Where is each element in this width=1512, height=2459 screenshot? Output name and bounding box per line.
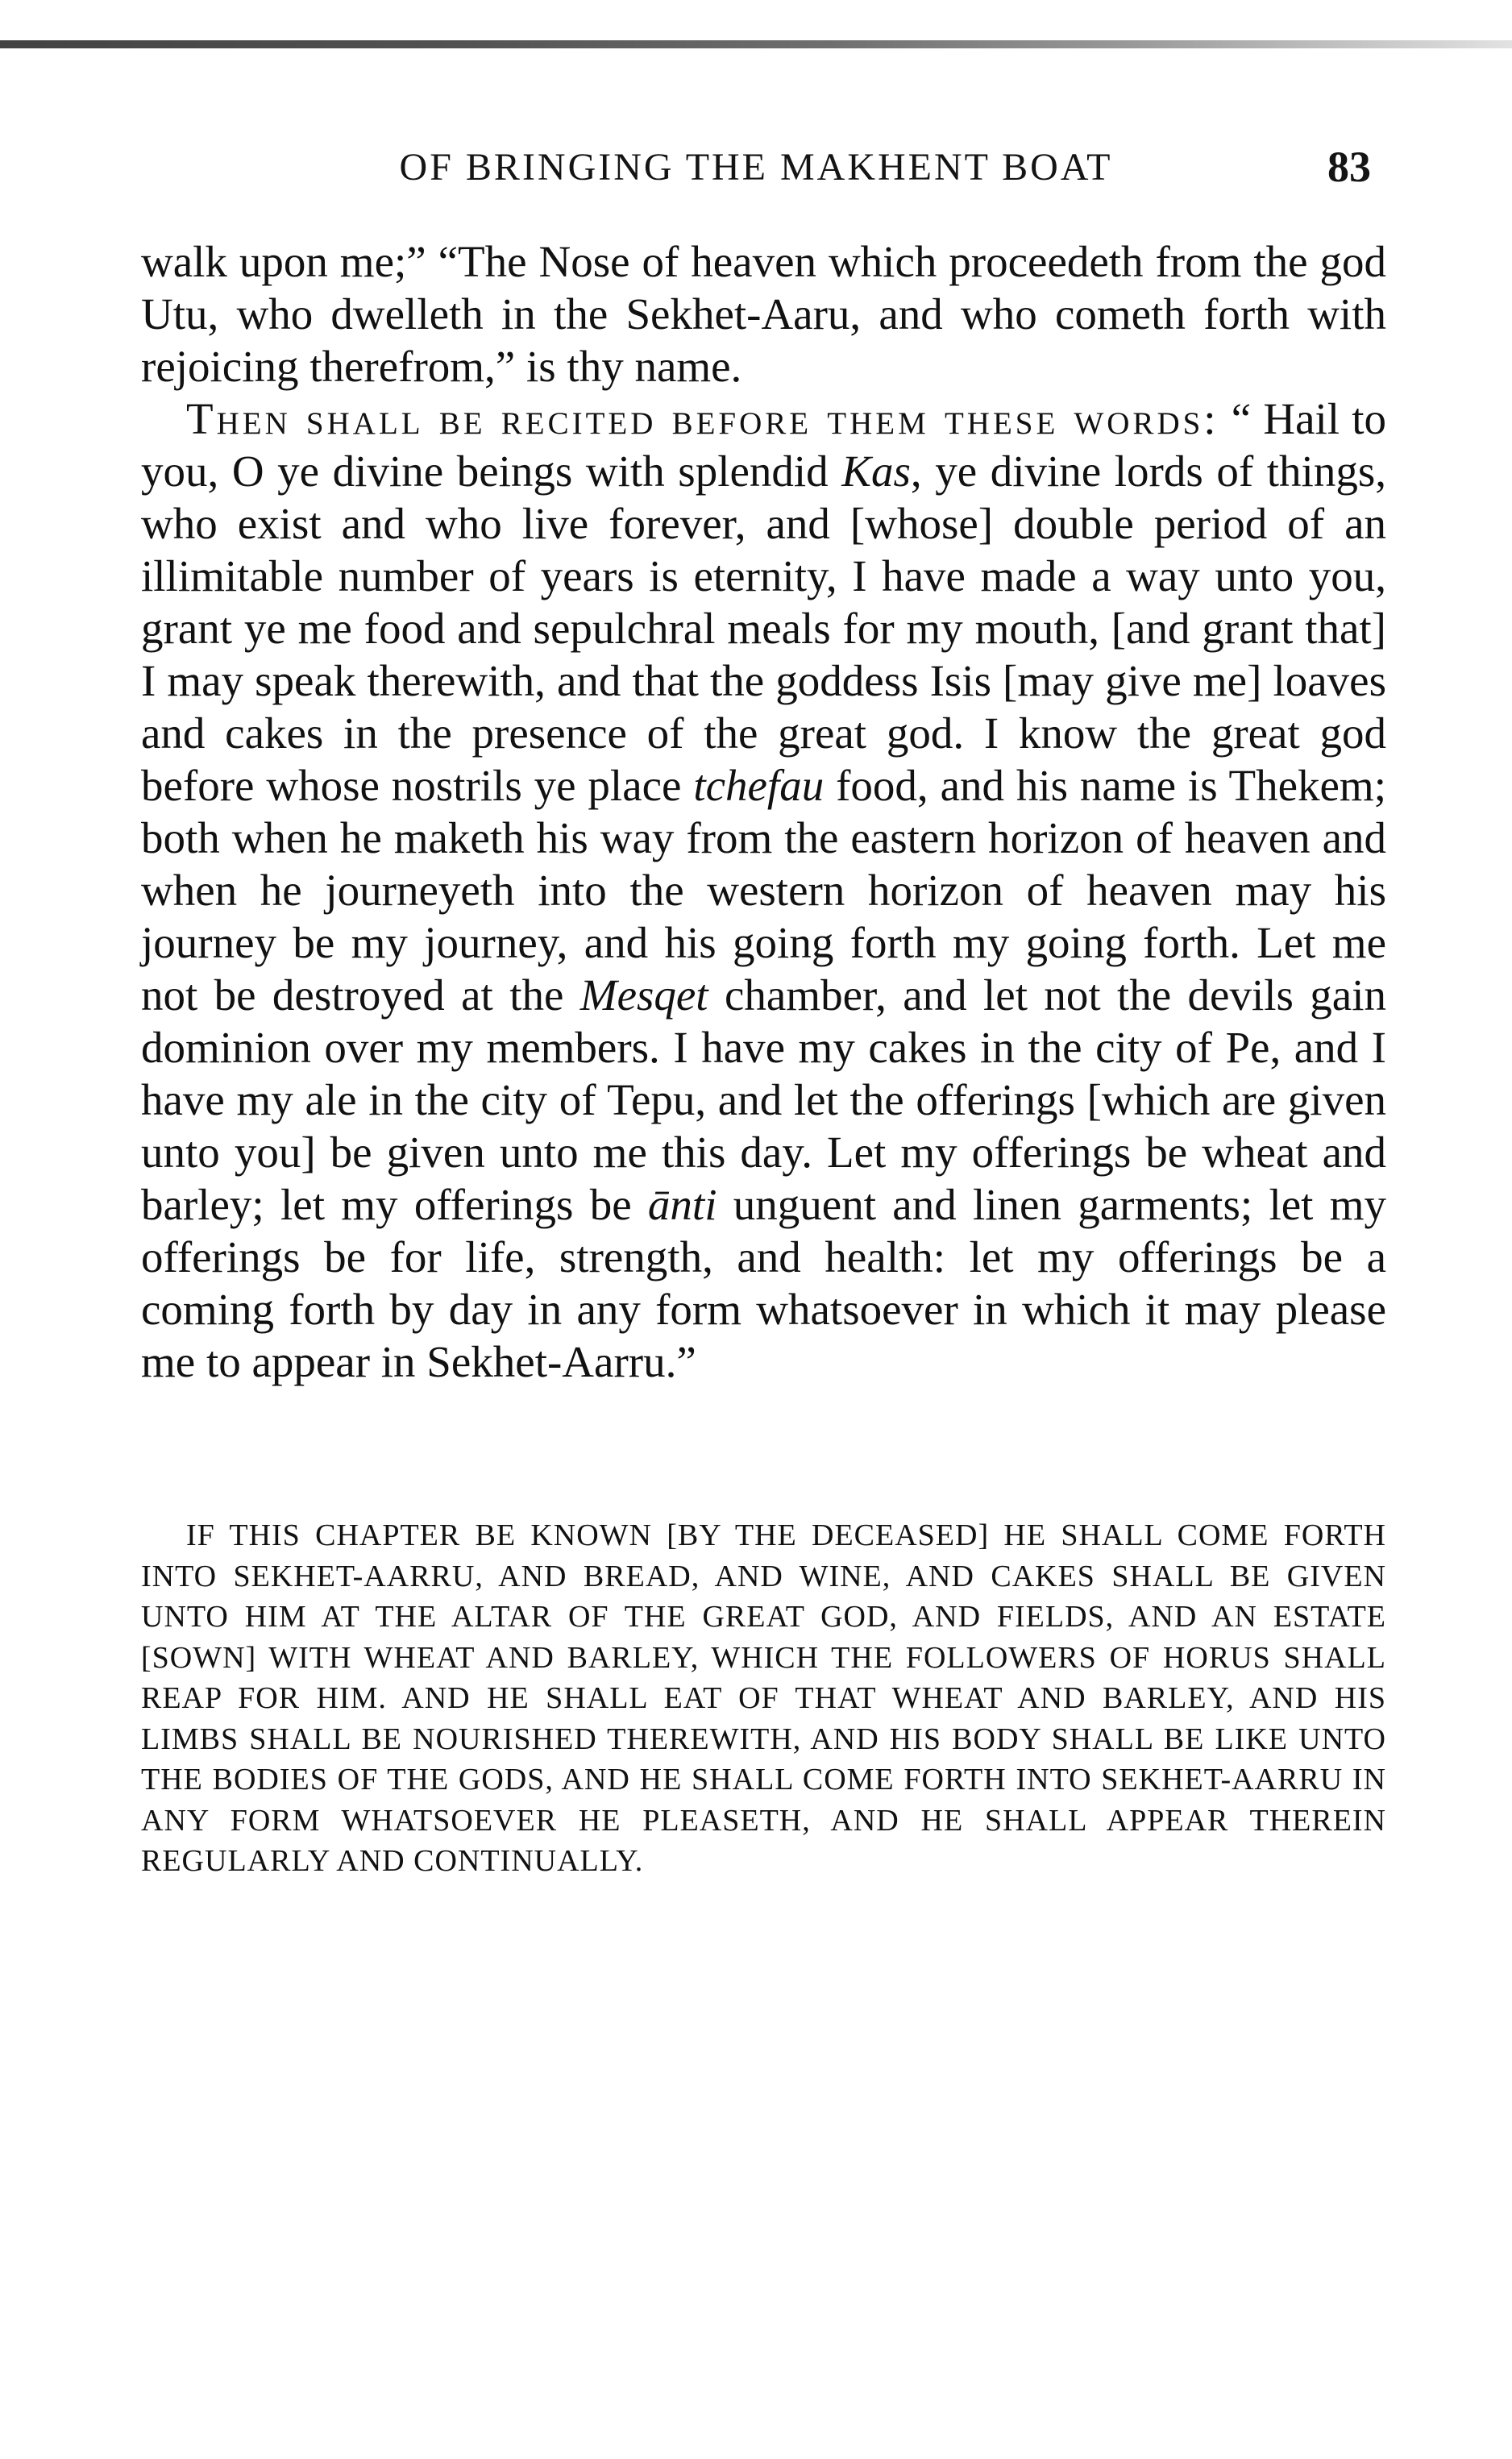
italic-term-anti: ānti bbox=[647, 1180, 717, 1229]
page-number: 83 bbox=[1327, 143, 1371, 191]
main-text bbox=[141, 235, 1386, 1388]
text-run: , ye divine lords of things, who exist and who live forever, and [whose] double period of an illimitable number of years is eternity, I have made a way unto you, grant ye me food and sepulchral meals for my mouth, [and grant that] I may speak therewith, and that the goddess Isis [may give me] loaves and cakes in the presence of the great god. I know the great god before whose nostrils ye place bbox=[141, 447, 1386, 810]
italic-term-kas: Kas bbox=[841, 447, 911, 496]
paragraph-1: walk upon me;” “The Nose of heaven which proceedeth from the god Utu, who dwelleth in the Sekhet-Aaru, and who cometh forth with rejoicing therefrom,” is thy name. bbox=[141, 237, 1386, 391]
rubric-paragraph bbox=[141, 1515, 1386, 1882]
text-run: chamber, and let not the devils gain dominion over my members. I have my cakes in the city of Pe, and I have my ale in the city of Tepu, and let the offerings [which are given unto you] be given unto me this day. Let my offerings be wheat and barley; let my offerings be bbox=[141, 970, 1386, 1229]
rubric-text: IF THIS CHAPTER BE KNOWN [BY THE DECEASED] HE SHALL COME FORTH INTO SEKHET-AARRU, AND BREAD, AND WINE, AND CAKES SHALL BE GIVEN UNTO HIM AT THE ALTAR OF THE GREAT GOD, AND FIELDS, AND AN ESTATE [SOWN] WITH WHEAT AND BARLEY, WHICH THE FOLLOWERS OF HORUS SHALL REAP FOR HIM. AND HE SHALL EAT OF THAT WHEAT AND BARLEY, AND HIS LIMBS SHALL BE NOURISHED THEREWITH, AND HIS BODY SHALL BE LIKE UNTO THE BODIES OF THE GODS, AND HE SHALL COME FORTH INTO SEKHET-AARRU IN ANY FORM WHATSOEVER HE PLEASETH, AND HE SHALL APPEAR THEREIN REGULARLY AND CONTINUALLY. bbox=[141, 1518, 1386, 1878]
running-title: OF BRINGING THE MAKHENT BOAT bbox=[399, 146, 1113, 189]
italic-term-tchefau: tchefau bbox=[693, 761, 825, 810]
recital-heading: Then shall be recited before them these words: bbox=[186, 394, 1219, 443]
text-run: “ Hail to you, O ye divine beings with splendid bbox=[141, 394, 1387, 496]
running-header bbox=[141, 145, 1371, 201]
scan-edge-artifact bbox=[0, 40, 1512, 48]
italic-term-mesqet: Mesqet bbox=[579, 970, 708, 1020]
paragraph-2 bbox=[141, 393, 1386, 1388]
text-run: unguent and linen garments; let my offerings be for life, strength, and health: let my offerings be a coming forth by day in any form whatsoever in which it may please me to appear in Sekhet-Aarru.” bbox=[141, 1180, 1386, 1386]
text-run: food, and his name is Thekem; both when he maketh his way from the eastern horizon of heaven and when he journeyeth into the western horizon of heaven may his journey be my journey, and his going forth my going forth. Let me not be destroyed at the bbox=[141, 761, 1386, 1020]
